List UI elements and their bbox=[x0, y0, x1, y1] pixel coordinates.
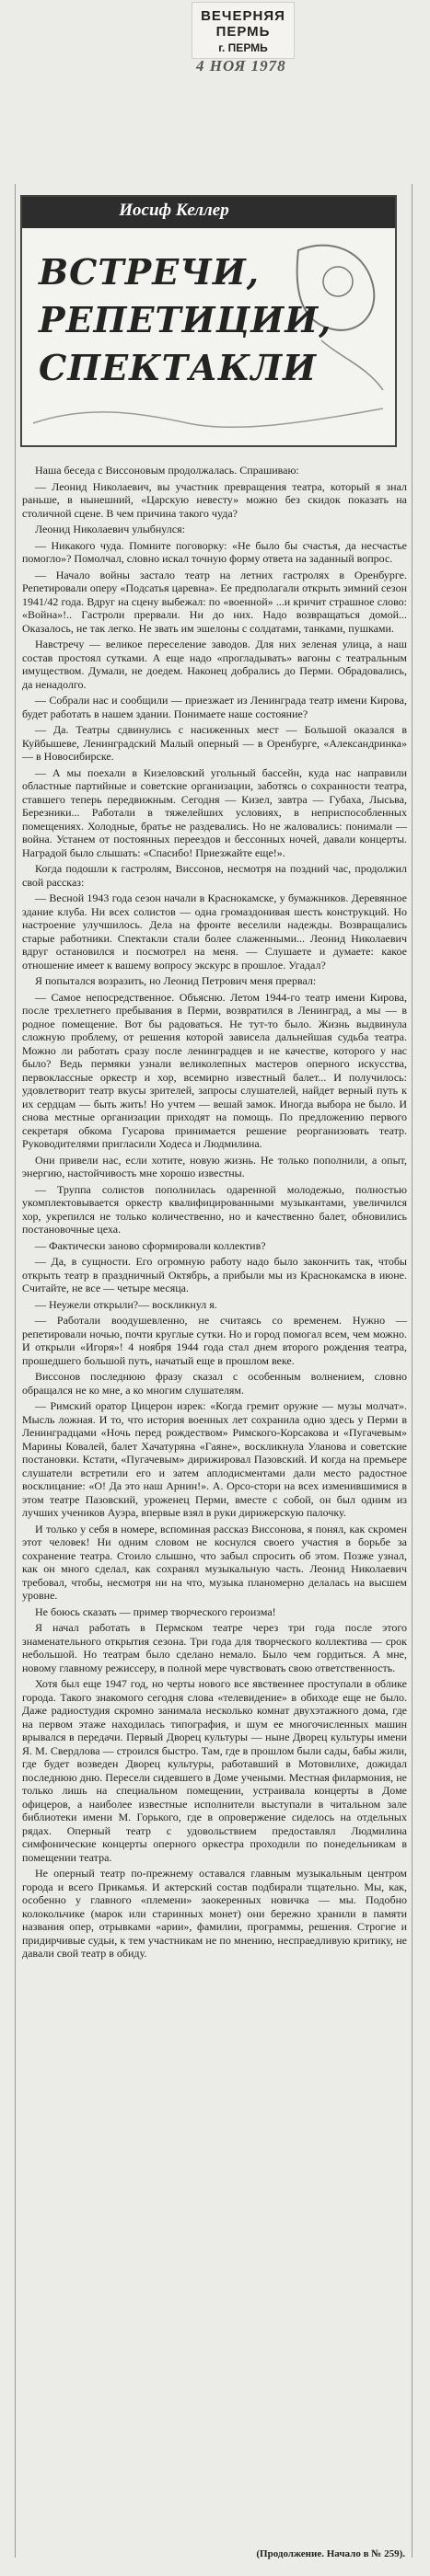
paragraph: Наша беседа с Виссоновым продолжалась. Спрашиваю: bbox=[35, 464, 299, 477]
column-rule-right bbox=[412, 184, 413, 2558]
paragraph: Виссонов последнюю фразу сказал с особенным волнением, словно обращался не ко мне, а ко многим слушателям. bbox=[22, 1370, 407, 1397]
continuation-note: (Продолжение. Начало в № 259). bbox=[256, 2548, 405, 2559]
paragraph: — Римский оратор Цицерон изрек: «Когда гремит оружие — музы молчат». Мысль ложная. И то, что история военных лет сохранила одно здесь у Перми в Ленинградцами «Ночь перед рождеством» Римского-Корсакова и «Пугачевым» Марины Ковалей, балет Хачатуряна «Гаяне», воскликнула Уланова и советские постановки. Кстати, «Пугачевым» дирижировал Пазовский. И когда на премьере слушатели встретили его и затем аплодисментами дали место радостное восклицание: «О! Да это наш Арнин!». А. Орсо-стори на всех изменившимися в этом театре Пазовский, уроженец Перми, вместе с собой, он был одним из лучших учеников Ауэра, впервые взял в руки дирижерскую палочку. bbox=[22, 1399, 407, 1519]
paragraph: — Самое непосредственное. Объясню. Летом 1944-го театр имени Кирова, после трехлетнего пребывания в Перми, возвратился в Ленинград, а мы — в родное помещение. Вот бы радоваться. Не тут-то было. Жизнь выдвинула сложную проблему, от решения которой зависела дальнейшая судьба театра. Можно ли работать сразу после ленинградцев и не качестве, которого у нас было? Ведь пермяки узнали великолепных мастеров оперного искусства, первоклассные оркестр и хор, всемирно известный балет... И получилось: удовлетворит театр вкусы зрителей, запросы слушателей, найдет верный путь к их сердцам — быть жить! Но учтем — вешай замок. Иногда выбора не было. И снова местные организации приходят на помощь. По предложению первого секретаря обкома Гусарова принимается решение реорганизовать театр. Руководителями пригласили Ходеса и Людмилина. bbox=[22, 990, 407, 1150]
paragraph: Когда подошли к гастролям, Виссонов, несмотря на поздний час, продолжил свой рассказ: bbox=[22, 862, 407, 889]
paragraph: — Фактически заново сформировали коллектив? bbox=[35, 1238, 266, 1252]
paragraph: Не боюсь сказать — пример творческого героизма! bbox=[35, 1604, 276, 1618]
paragraph: Я попытался возразить, но Леонид Петрович меня прервал: bbox=[35, 974, 317, 987]
paragraph: — Начало войны застало театр на летних гастролях в Оренбурге. Репетировали оперу «Подсатья царевна». Ее предполагали открыть зимний сезон 1941/42 года. Вдруг на сцену выбежал: по «военной» ...и кричит страшное слово: «Война»!.. Гастроли прервали. Ни до них. Надо возвращаться домой... Оказалось, не так легко. Не звать им эшелоны с солдатами, танками, пушками. bbox=[22, 568, 407, 635]
headline-line: ВСТРЕЧИ, bbox=[39, 251, 261, 293]
paragraph: — Никакого чуда. Помните поговорку: «Не было бы счастья, да несчастье помогло»? Помолчал, словно искал точную форму ответа на заданный вопрос. bbox=[22, 538, 407, 565]
paragraph: Не оперный театр по-прежнему оставался главным музыкальным центром города и всего Прикамья. И актерский состав подбирали тщательно. Мы, как, особенно у главного «племени» заокеренных новичка — мы. Подобно колокольчике (марок или старинных монет) они бережно хранили в памяти названия опер, отрывками «арии», фамилии, программы, решения. Строгие и придирчивые судьи, к тем участникам не по мнению, неспраедливую критику, не давали свой театр в обиду. bbox=[22, 1867, 407, 1960]
author-name: Иосиф Келлер bbox=[119, 201, 229, 220]
article-headline bbox=[39, 248, 370, 392]
paragraph: Я начал работать в Пермском театре через три года после этого знаменательного открытия сезона. Три года для творческого коллектива — срок небольшой. Но театрам было сделано немало. Было чем гордиться. А мне, новому главному режиссеру, в полной мере чувствовать свою ответственность. bbox=[22, 1621, 407, 1674]
author-bar bbox=[22, 197, 395, 228]
paragraph: Хотя был еще 1947 год, но черты нового все явственнее проступали в облике города. Такого знакомого сегодня слова «телевидение» в обиходе еще не было. Даже радиостудия скромно занимала несколько комнат двухэтажного дома, где на первом этаже находилась типография, и шум ее многочисленных машин врывался в передачи. Первый Дворец культуры — ныне Дворец культуры имени Я. М. Свердлова — строился быстро. Там, где в прошлом были сады, бабы жили, где будет возведен Дворец культуры, работавший в Мотовилихе, дожидал последнюю дню. Пересели сидевшего в Доме учеными. Местная филармония, не только лишь на специальном помещении, устраивала концерты в Доме офицеров, а наиболее известные исполнители выступали в читальном зале библиотеки имени М. Горького, где в опровержение сиделось на отдельных рядах. Оперный театр с удовольствием предоставлял Людмилина симфонические концерты оперного оркестра проходили по понедельникам в помещении театра. bbox=[22, 1677, 407, 1864]
article-header-box bbox=[20, 195, 397, 447]
paragraph: — Труппа солистов пополнилась одаренной молодежью, полностью укомплектовывается оркестр квалифицированными музыкантами, увеличился хор, укрепился не только количественно, но и качественно балет, обновились постановочные цеха. bbox=[22, 1182, 407, 1236]
newspaper-masthead bbox=[192, 2, 295, 59]
paragraph: — Леонид Николаевич, вы участник превращения театра, который я знал раньше, в нынешний, «Царскую невесту» можно без скидок показать на столичной сцене. В чем причина такого чуда? bbox=[22, 479, 407, 520]
paragraph: — Да. Театры сдвинулись с насиженных мест — Большой оказался в Куйбышеве, Ленинградский Малый оперный — в Оренбурге, «Александринка» — в Новосибирске. bbox=[22, 723, 407, 763]
paragraph: — А мы поехали в Кизеловский угольный бассейн, куда нас направили областные партийные и советские организации, заботясь о сохранности театра, ставшего теперь передвижным. Сегодня — Кизел, завтра — Губаха, Лысьва, Березники... Работали в тяжелейших условиях, в неприспособленных помещениях. Холодные, братье не раздевались. Но не жаловались: понимали — война. Устанем от постоянных переездов и бессонных ночей, давали концерты. Наградой было слышать: «Спасибо! Приезжайте еще!». bbox=[22, 765, 407, 859]
paragraph: Они привели нас, если хотите, новую жизнь. Не только пополнили, а опыт, энергию, настойчивость мне хорошо известны. bbox=[22, 1153, 407, 1179]
newspaper-city: г. ПЕРМЬ bbox=[218, 41, 268, 54]
date-stamp: 4 НОЯ 1978 bbox=[196, 57, 286, 75]
paragraph: — Весной 1943 года сезон начали в Краснокамске, у бумажников. Деревянное здание клуба. Ни всех солистов — одна громаздонивая шесть конструкций. Но настроение улучшилось. Дела на фронте веселили надежды. Возвращались старые работники. Спектакли стали более слаженными... Леонид Николаевич вдруг остановился и посмотрел на меня. — Слушаете и думаете: какое отношение имеет к вашему вопросу экскурс в прошлое. Угадал? bbox=[22, 891, 407, 972]
paragraph: Навстречу — великое переселение заводов. Для них зеленая улица, а наш состав простоял сутками. А еще надо «прогладывать» вагоны с театральным имуществом. Думали, не доедем. Наконец добрались до Перми. Обрадовались, да ненадолго. bbox=[22, 638, 407, 691]
headline-line: СПЕКТАКЛИ bbox=[39, 347, 317, 388]
newspaper-title: ВЕЧЕРНЯЯ ПЕРМЬ bbox=[201, 8, 285, 40]
paragraph: И только у себя в номере, вспоминая рассказ Виссонова, я понял, как скромен этот человек! Ни одним словом не коснулся своего участия в борьбе за сохранение театра. Стоило слышно, что забыл спросить об этом. Позже узнал, как он много сделал, как сохранял музыкальную часть. Леонид Николаевич требовал, чтобы, несмотря ни на что, музыка планомерно делалась на высшем уровне. bbox=[22, 1522, 407, 1602]
column-rule-left bbox=[15, 184, 16, 2558]
article-body bbox=[22, 464, 407, 2561]
paragraph: — Да, в сущности. Его огромную работу надо было закончить так, чтобы открыть театр в праздничный Октябрь, а прибыли мы из Краснокамска в июне. Считайте, не все — четыре месяца. bbox=[22, 1255, 407, 1294]
paragraph: — Неужели открыли?— воскликнул я. bbox=[35, 1297, 217, 1311]
paragraph: — Собрали нас и сообщили — приезжает из Ленинграда театр имени Кирова, будет работать в нашем здании. Понимаете наше состояние? bbox=[22, 694, 407, 720]
paragraph: — Работали воодушевленно, не считаясь со временем. Нужно — репетировали ночью, почти круглые сутки. Но и город помогал всем, чем можно. И открыли «Игоря»! 4 ноября 1944 года стал днем второго рождения театра, прошедшего большой путь, начатый еще в прошлом веке. bbox=[22, 1314, 407, 1367]
paragraph: Леонид Николаевич улыбнулся: bbox=[35, 523, 185, 535]
headline-line: РЕПЕТИЦИИ, bbox=[39, 299, 332, 340]
